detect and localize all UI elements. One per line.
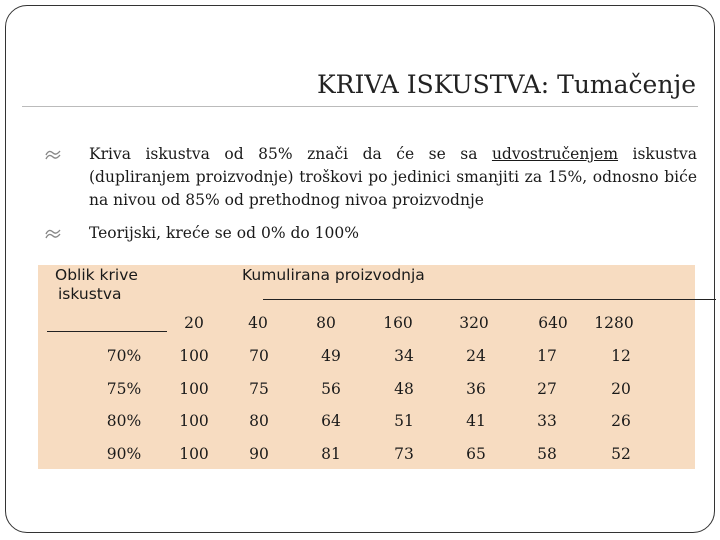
bullet-text-2: Teorijski, kreće se od 0% do 100% [89, 224, 359, 242]
table-cell: 24 [466, 347, 486, 365]
dingbat-bullet-icon [44, 227, 62, 241]
table-cell: 27 [537, 380, 557, 398]
row-label: 70% [106, 347, 142, 365]
column-header: 640 [538, 314, 568, 332]
table-cell: 75 [249, 380, 269, 398]
column-header: 20 [184, 314, 204, 332]
row-label: 75% [106, 380, 142, 398]
column-header: 1280 [594, 314, 634, 332]
table-cell: 56 [321, 380, 341, 398]
column-header: 160 [383, 314, 413, 332]
table-cell: 58 [537, 445, 557, 463]
table-cell: 41 [466, 412, 486, 430]
table-cell: 64 [321, 412, 341, 430]
slide-title: KRIVA ISKUSTVA: Tumačenje [316, 70, 696, 99]
table-cell: 73 [394, 445, 414, 463]
row-label: 80% [106, 412, 142, 430]
table-cell: 51 [394, 412, 414, 430]
table-cell: 80 [249, 412, 269, 430]
table-cell: 100 [179, 380, 209, 398]
table-cell: 100 [179, 445, 209, 463]
corner-header-rule [47, 331, 167, 332]
dingbat-bullet-icon [44, 148, 62, 162]
table-cell: 26 [611, 412, 631, 430]
table-cell: 33 [537, 412, 557, 430]
group-header-rule [263, 299, 716, 300]
table-cell: 12 [611, 347, 631, 365]
table-cell: 65 [466, 445, 486, 463]
table-cell: 100 [179, 412, 209, 430]
group-header: Kumulirana proizvodnja [242, 266, 425, 284]
row-label: 90% [106, 445, 142, 463]
table-cell: 52 [611, 445, 631, 463]
bullet-text-1 [89, 143, 697, 212]
column-header: 80 [316, 314, 336, 332]
corner-header [55, 266, 138, 304]
column-header: 320 [459, 314, 489, 332]
table-cell: 17 [537, 347, 557, 365]
title-divider [22, 106, 698, 107]
bullet-1-underlined: udvostručenjem [491, 145, 619, 163]
table-cell: 100 [179, 347, 209, 365]
table-cell: 36 [466, 380, 486, 398]
table-cell: 70 [249, 347, 269, 365]
corner-header-line-1: Oblik krive [55, 266, 138, 284]
corner-header-line-2: iskustva [58, 285, 122, 303]
table-cell: 34 [394, 347, 414, 365]
table-cell: 20 [611, 380, 631, 398]
column-header: 40 [248, 314, 268, 332]
table-cell: 90 [249, 445, 269, 463]
table-cell: 48 [394, 380, 414, 398]
bullet-1-part-2: iskustva (dupliranjem proizvodnje) troškovi po jedinici smanjiti za 15%, odnosno biće na nivou od 85% od prethodnog nivoa proizvodnje [89, 145, 697, 209]
table-cell: 49 [321, 347, 341, 365]
table-cell: 81 [321, 445, 341, 463]
bullet-1-part-1: Kriva iskustva od 85% znači da će se sa [89, 145, 492, 163]
